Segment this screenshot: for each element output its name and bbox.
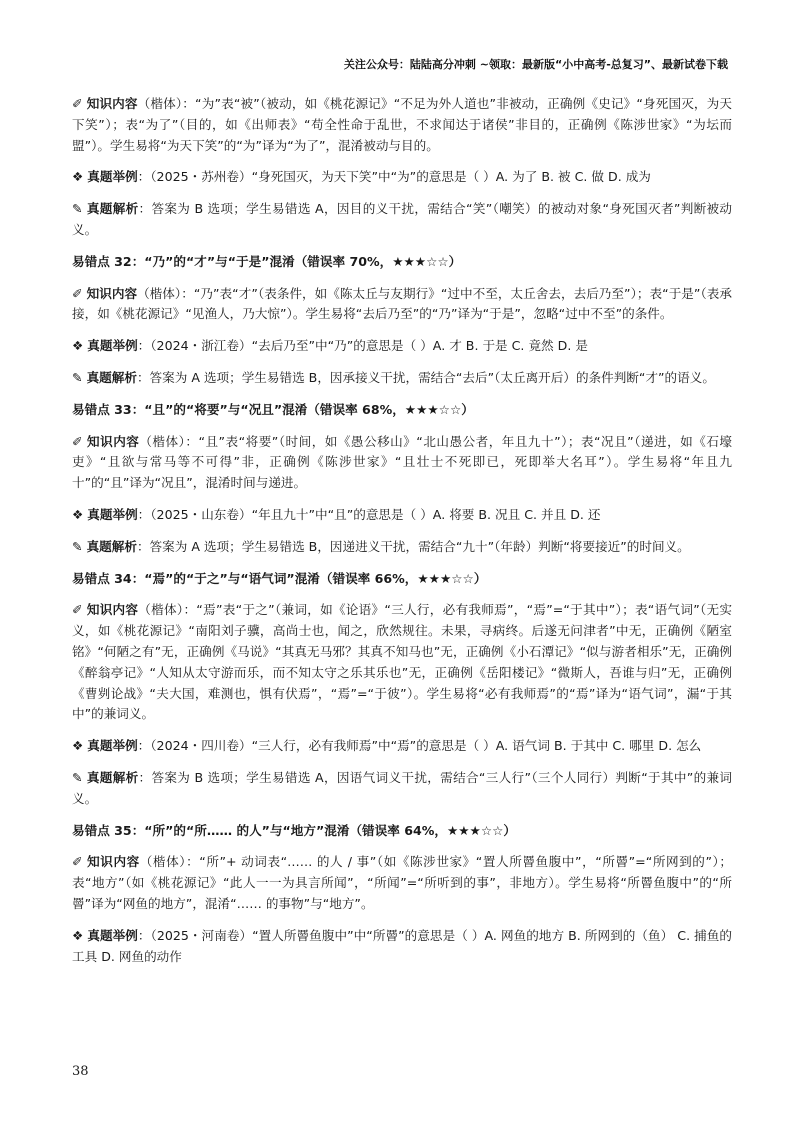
knowledge-paragraph	[72, 432, 732, 494]
example-paragraph	[72, 167, 732, 188]
knowledge-text: （楷体）：“所”+ 动词表“…… 的人 / 事”（如《陈涉世家》“置人所罾鱼腹中”，“所罾”=“所网到的”）；表“地方”（如《桃花源记》“此人一一为具言所闻”，“所闻”=“所听到的事”，非地方）。学生易将“所罾鱼腹中”的“所罾”译为“网鱼的地方”，混淆“…… 的事物”与“地方”。	[72, 854, 732, 911]
page-header: 关注公众号：陆陆高分冲刺 ~领取：最新版“小中高考-总复习”、最新试卷下载	[343, 58, 728, 71]
analysis-label: 真题解析	[86, 538, 137, 554]
analysis-paragraph	[72, 199, 732, 241]
knowledge-paragraph	[72, 852, 732, 914]
analysis-paragraph	[72, 537, 732, 558]
knowledge-text: （楷体）：“且”表“将要”（时间，如《愚公移山》“北山愚公者，年且九十”）；表“况且”（递进，如《石壕吏》“且欲与常马等不可得”非，正确例《陈涉世家》“且壮士不死即已，死即举大名耳”）。学生易将“年且九十”的“且”译为“况且”，混淆时间与递进。	[72, 433, 733, 491]
section-title-34: 易错点 34：“焉”的“于之”与“语气词”混淆（错误率 66%，★★★☆☆）	[72, 570, 487, 586]
example-paragraph	[72, 736, 732, 757]
section-title-32: 易错点 32：“乃”的“才”与“于是”混淆（错误率 70%，★★★☆☆）	[72, 253, 462, 269]
analysis-label: 真题解析	[86, 201, 139, 217]
example-label: 真题举例	[87, 738, 138, 754]
example-label: 真题举例	[87, 169, 138, 185]
example-paragraph	[72, 505, 732, 526]
example-text: ：（2025・苏州卷）“身死国灭，为天下笑”中“为”的意思是（ ）A. 为了 B. 被 C. 做 D. 成为	[137, 169, 651, 185]
analysis-text: ：答案为 A 选项；学生易错选 B，因承接义干扰，需结合“去后”（太丘离开后）的条件判断“才”的语义。	[136, 369, 715, 385]
diamond-bullet-icon: ❖	[72, 738, 84, 754]
diamond-bullet-icon: ❖	[72, 506, 84, 522]
diamond-bullet-icon: ❖	[72, 169, 84, 185]
diamond-bullet-icon: ❖	[72, 338, 84, 354]
analysis-label: 真题解析	[86, 369, 137, 385]
example-text: ：（2025・河南卷）“置人所罾鱼腹中”中“所罾”的意思是（ ）A. 网鱼的地方 B. 所网到的（鱼） C. 捕鱼的工具 D. 网鱼的动作	[72, 927, 732, 964]
knowledge-label: 知识内容	[86, 285, 138, 301]
analysis-paragraph	[72, 768, 732, 810]
knowledge-label: 知识内容	[86, 96, 138, 111]
example-label: 真题举例	[87, 506, 138, 522]
pencil-icon: ✐	[72, 285, 83, 301]
example-paragraph	[72, 336, 732, 357]
example-text: ：（2025・山东卷）“年且九十”中“且”的意思是（ ）A. 将要 B. 况且 C. 并且 D. 还	[137, 506, 601, 522]
knowledge-text: （楷体）：“乃”表“才”（表条件，如《陈太丘与友期行》“过中不至，太丘舍去，去后乃至”）；表“于是”（表承接，如《桃花源记》“见渔人，乃大惊”）。学生易将“去后乃至”的“乃”译为“于是”，忽略“过中不至”的条件。	[72, 285, 733, 322]
knowledge-paragraph	[72, 94, 732, 156]
analysis-paragraph	[72, 368, 732, 389]
diamond-bullet-icon: ❖	[72, 927, 84, 943]
knowledge-label: 知识内容	[86, 854, 140, 870]
page-number: 38	[72, 1064, 89, 1079]
page-content	[72, 94, 732, 978]
knowledge-text: （楷体）：“为”表“被”（被动，如《桃花源记》“不足为外人道也”非被动，正确例《史记》“身死国灭，为天下笑”）；表“为了”（目的，如《出师表》“苟全性命于乱世，不求闻达于诸侯”非目的，正确例《陈涉世家》“为坛而盟”）。学生易将“为天下笑”的“为”译为“为了”，混淆被动与目的。	[72, 96, 732, 153]
pen-icon: ✎	[72, 369, 83, 385]
analysis-text: ：答案为 A 选项；学生易错选 B，因递进义干扰，需结合“九十”（年龄）判断“将要接近”的时间义。	[136, 538, 690, 554]
analysis-text: ：答案为 B 选项；学生易错选 A，因目的义干扰，需结合“笑”（嘲笑）的被动对象“身死国灭者”判断被动义。	[72, 201, 733, 237]
analysis-text: ：答案为 B 选项；学生易错选 A，因语气词义干扰，需结合“三人行”（三个人同行）判断“于其中”的兼词义。	[72, 769, 733, 806]
example-text: ：（2024・四川卷）“三人行，必有我师焉”中“焉”的意思是（ ）A. 语气词 B. 于其中 C. 哪里 D. 怎么	[137, 738, 702, 754]
pencil-icon: ✐	[72, 602, 83, 618]
example-label: 真题举例	[87, 927, 138, 943]
example-text: ：（2024・浙江卷）“去后乃至”中“乃”的意思是（ ）A. 才 B. 于是 C. 竟然 D. 是	[137, 338, 588, 354]
analysis-label: 真题解析	[86, 769, 139, 785]
knowledge-text: （楷体）：“焉”表“于之”（兼词，如《论语》“三人行，必有我师焉”，“焉”=“于其中”）；表“语气词”（无实义，如《桃花源记》“南阳刘子骥，高尚士也，闻之，欣然规往。未果，寻病终。后遂无问津者”中无，正确例《陋室铭》“何陋之有”无，正确例《马说》“其真无马邪？其真不知马也”无，正确例《小石潭记》“似与游者相乐”无，正确例《醉翁亭记》“人知从太守游而乐，而不知太守之乐其乐也”无，正确例《岳阳楼记》“微斯人，吾谁与归”无，正确例《曹刿论战》“夫大国，难测也，惧有伏焉”，“焉”=“于彼”）。学生易将“必有我师焉”的“焉”译为“语气词”，漏“于其中”的兼词义。	[72, 602, 733, 722]
section-title-35: 易错点 35：“所”的“所…… 的人”与“地方”混淆（错误率 64%，★★★☆☆）	[72, 822, 516, 838]
pencil-icon: ✐	[72, 854, 83, 870]
knowledge-label: 知识内容	[86, 433, 140, 449]
pen-icon: ✎	[72, 201, 83, 217]
example-paragraph	[72, 926, 732, 968]
example-label: 真题举例	[87, 338, 138, 354]
knowledge-label: 知识内容	[86, 602, 139, 618]
pen-icon: ✎	[72, 538, 83, 554]
knowledge-paragraph	[72, 600, 732, 725]
pen-icon: ✎	[72, 769, 83, 785]
section-title-33: 易错点 33：“且”的“将要”与“况且”混淆（错误率 68%，★★★☆☆）	[72, 401, 474, 417]
knowledge-paragraph	[72, 284, 732, 326]
pencil-icon: ✐	[72, 433, 83, 449]
pencil-icon: ✐	[72, 96, 83, 111]
